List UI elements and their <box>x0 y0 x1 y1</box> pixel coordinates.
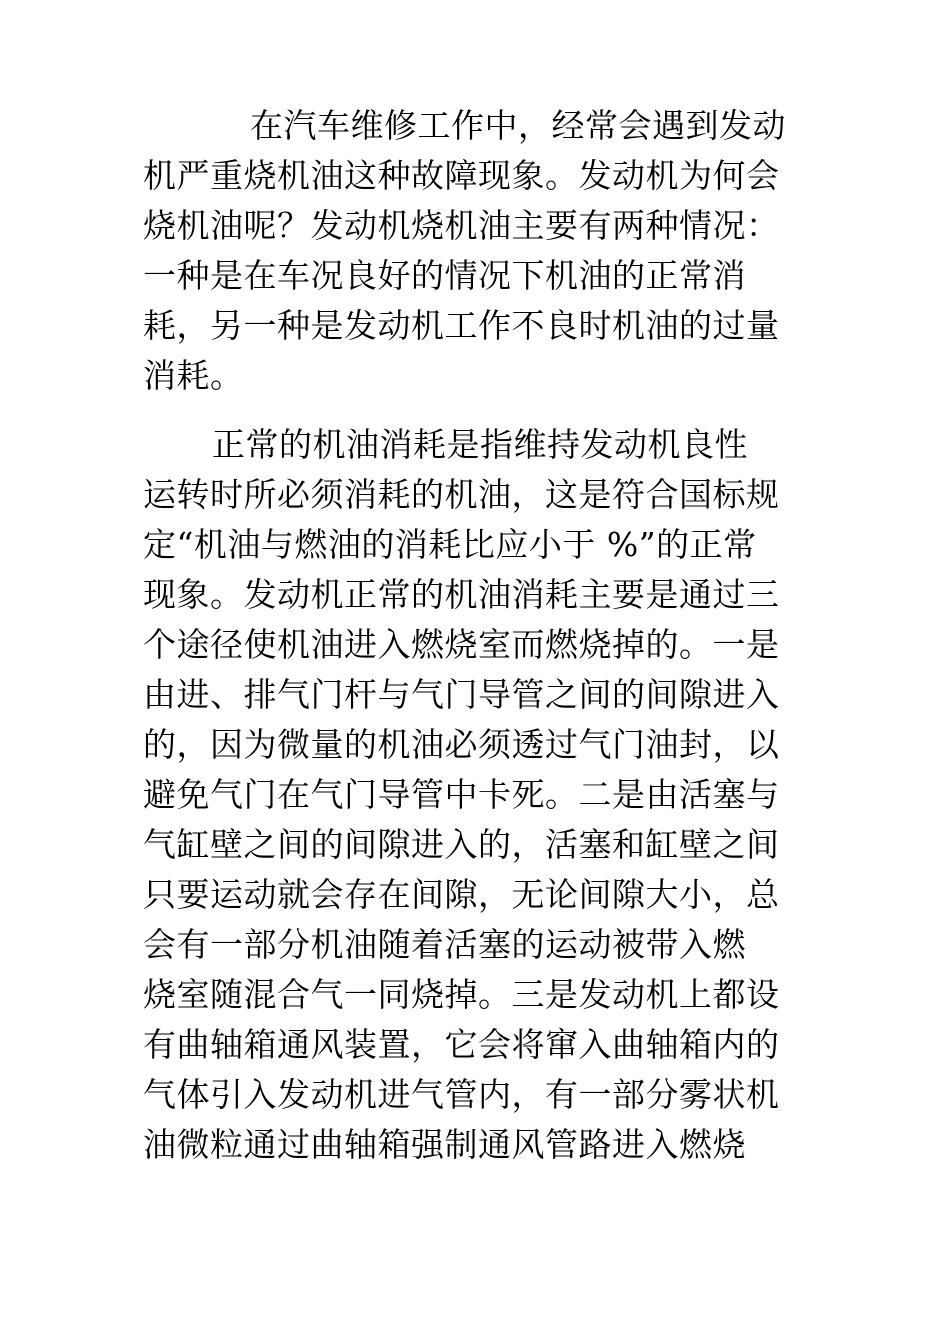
text-line: 会有一部分机油随着活塞的运动被带入燃 <box>143 925 746 964</box>
text-line: 消耗。 <box>143 356 244 395</box>
text-line: 正常的机油消耗是指维持发动机良性 <box>212 425 748 464</box>
text-line: 定“机油与燃油的消耗比应小于 %”的正常 <box>143 525 757 564</box>
text-line: 烧室随混合气一同烧掉。三是发动机上都设 <box>143 975 780 1014</box>
text-line: 油微粒通过曲轴箱强制通风管路进入燃烧 <box>143 1125 746 1164</box>
text-line: 烧机油呢？发动机烧机油主要有两种情况： <box>143 206 780 245</box>
text-line: 个途径使机油进入燃烧室而燃烧掉的。一是 <box>143 625 780 664</box>
text-line: 有曲轴箱通风装置，它会将窜入曲轴箱内的 <box>143 1025 780 1064</box>
text-line: 由进、排气门杆与气门导管之间的间隙进入 <box>143 675 780 714</box>
text-line: 避免气门在气门导管中卡死。二是由活塞与 <box>143 775 780 814</box>
text-line: 气体引入发动机进气管内，有一部分雾状机 <box>143 1075 780 1114</box>
text-line: 在汽车维修工作中，经常会遇到发动 <box>250 106 786 145</box>
text-line: 机严重烧机油这种故障现象。发动机为何会 <box>143 156 780 195</box>
text-line: 运转时所必须消耗的机油，这是符合国标规 <box>143 475 780 514</box>
text-line: 耗，另一种是发动机工作不良时机油的过量 <box>143 306 780 345</box>
text-line: 现象。发动机正常的机油消耗主要是通过三 <box>143 575 780 614</box>
text-line: 气缸壁之间的间隙进入的，活塞和缸壁之间 <box>143 825 780 864</box>
text-line: 只要运动就会存在间隙，无论间隙大小，总 <box>143 875 780 914</box>
text-line: 的，因为微量的机油必须透过气门油封，以 <box>143 725 780 764</box>
text-line: 一种是在车况良好的情况下机油的正常消 <box>143 256 746 295</box>
